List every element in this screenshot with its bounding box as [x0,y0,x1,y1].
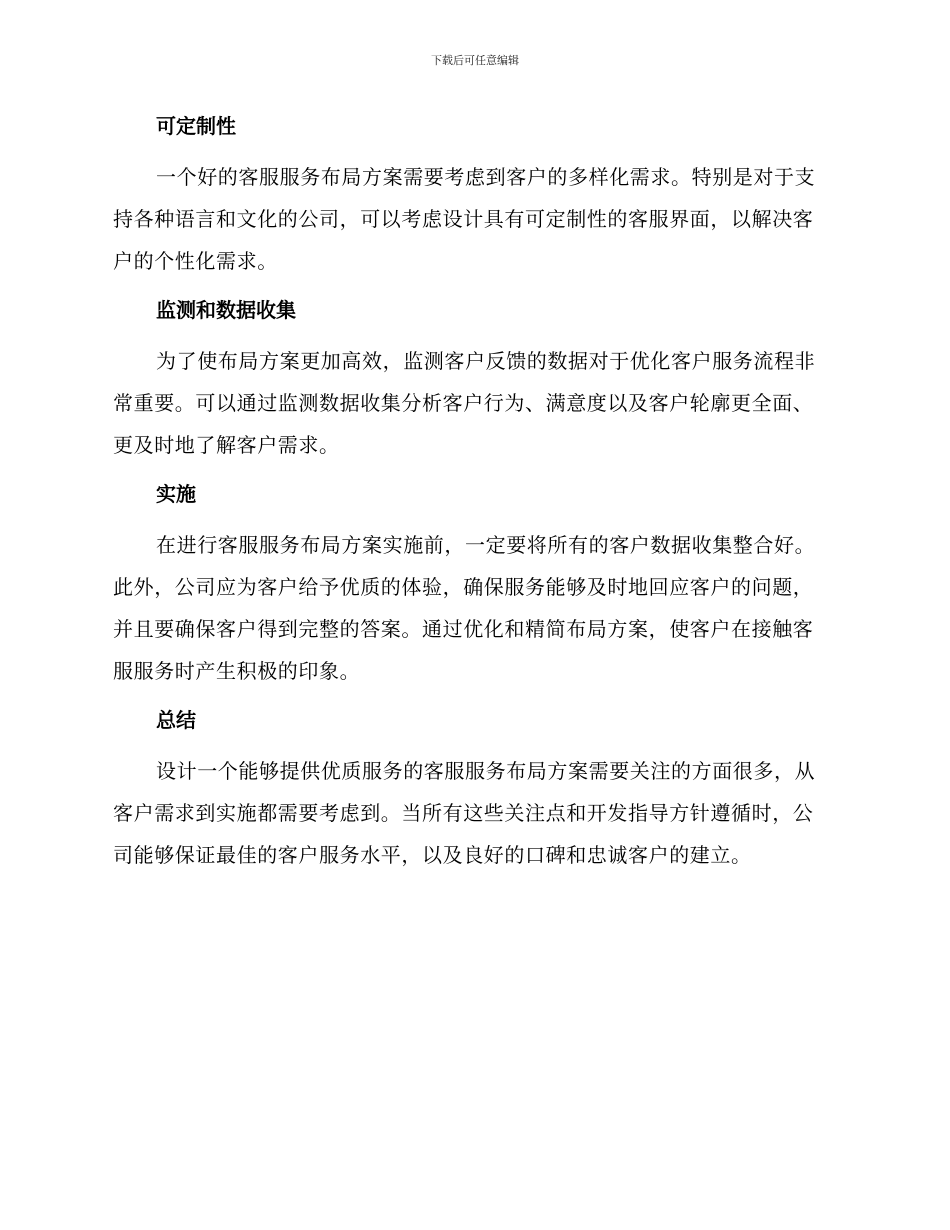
section-paragraph-summary: 设计一个能够提供优质服务的客服服务布局方案需要关注的方面很多，从客户需求到实施都需要考虑到。当所有这些关注点和开发指导方针遵循时，公司能够保证最佳的客户服务水平，以及良好的口碑和忠诚客户的建立。 [113,759,816,867]
page-header-note: 下载后可任意编辑 [431,54,519,67]
document-body [113,108,833,876]
section-heading-monitoring: 监测和数据收集 [156,298,296,322]
section-paragraph-implementation: 在进行客服服务布局方案实施前，一定要将所有的客户数据收集整合好。此外，公司应为客户给予优质的体验，确保服务能够及时地回应客户的问题，并且要确保客户得到完整的答案。通过优化和精简布局方案，使客户在接触客服服务时产生积极的印象。 [113,533,816,683]
section-paragraph-monitoring: 为了使布局方案更加高效，监测客户反馈的数据对于优化客户服务流程非常重要。可以通过监测数据收集分析客户行为、满意度以及客户轮廓更全面、更及时地了解客户需求。 [113,349,816,457]
section-heading-customizability: 可定制性 [156,114,236,138]
section-heading-summary: 总结 [156,708,196,732]
section-paragraph-customizability: 一个好的客服服务布局方案需要考虑到客户的多样化需求。特别是对于支持各种语言和文化的公司，可以考虑设计具有可定制性的客服界面，以解决客户的个性化需求。 [113,165,816,273]
section-heading-implementation: 实施 [156,482,196,506]
